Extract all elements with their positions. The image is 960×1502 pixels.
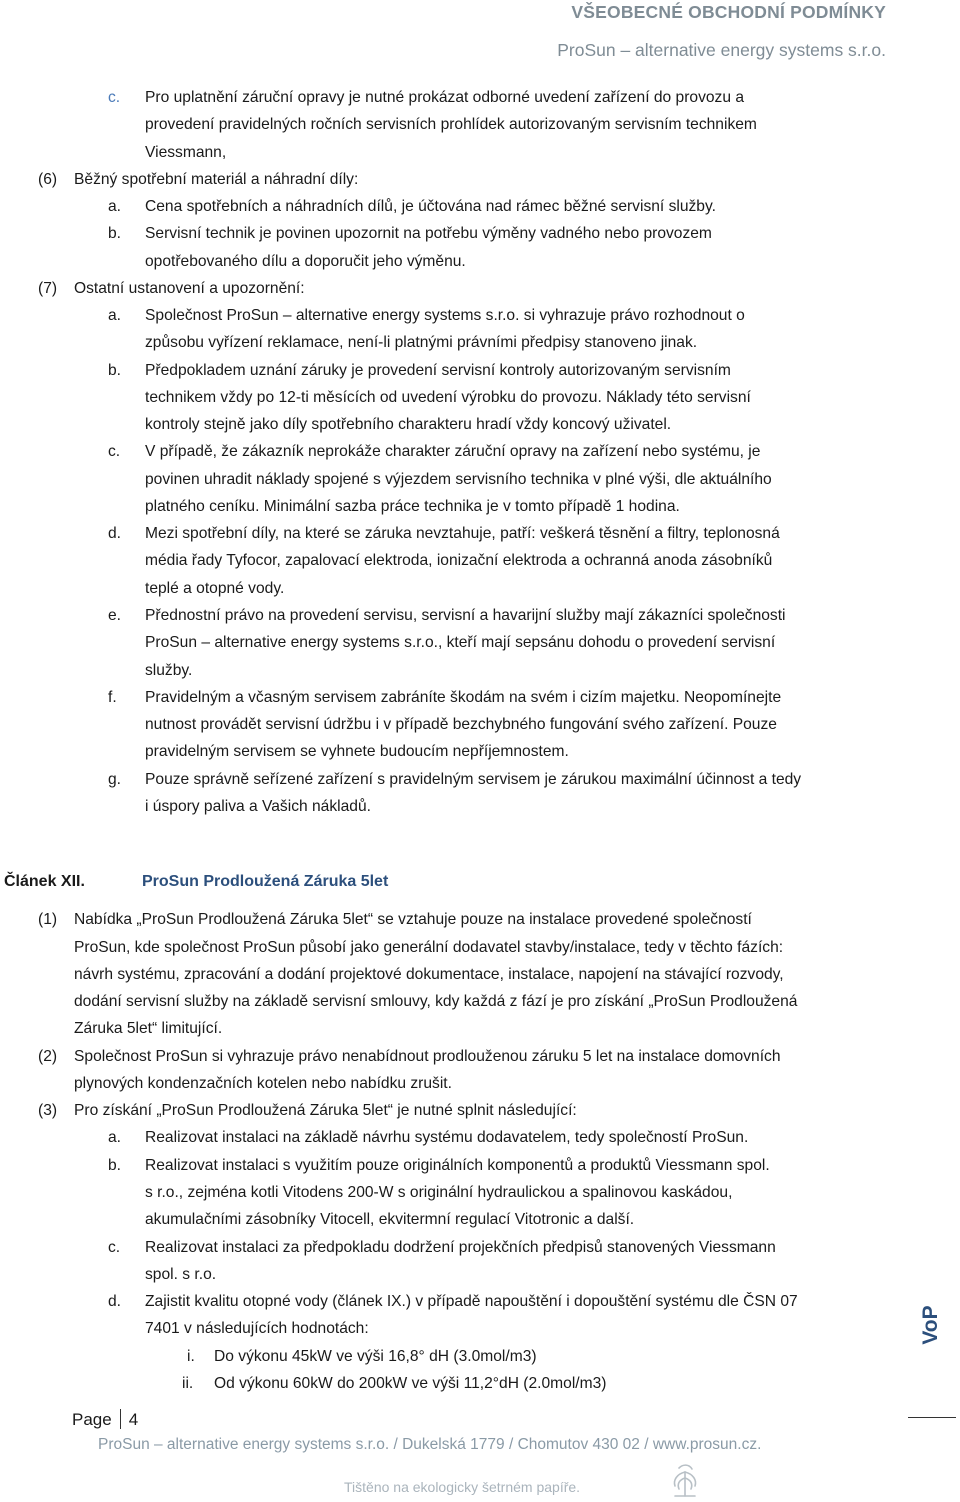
article-number: Článek XII. [4,873,85,890]
paragraph-number: (6) [38,171,58,188]
item-label: c. [108,89,121,106]
text-line: Pravidelným a včasným servisem zabráníte škodám na svém i cizím majetku. Neopomínejte [145,689,782,706]
item-label: a. [108,1129,122,1146]
subitem-label: ii. [182,1375,194,1392]
item-label: g. [108,771,122,788]
text-line: Cena spotřebních a náhradních dílů, je účtována nad rámec běžné servisní služby. [145,198,716,215]
text-line: i úspory paliva a Vašich nákladů. [145,798,371,815]
side-mark-text: VoP [919,1305,942,1345]
text-line: média řady Tyfocor, zapalovací elektroda, ionizační elektroda a ochranná anoda zásobníků [145,552,773,569]
text-line: Realizovat instalaci s využitím pouze originálních komponentů a produktů Viessmann spol. [145,1157,770,1174]
item-label: d. [108,525,122,542]
text-line: Zajistit kvalitu otopné vody (článek IX.) v případě napouštění i dopouštění systému dle ČSN 07 [145,1293,798,1310]
item-label: b. [108,225,122,242]
item-label: c. [108,1239,121,1256]
side-mark [906,1300,956,1350]
company-name: ProSun – alternative energy systems s.r.o. [557,40,886,60]
item-label: a. [108,307,122,324]
page-value: 4 [128,1410,139,1429]
text-line: opotřebovaného dílu a doporučit jeho výměnu. [145,253,466,270]
item-label: b. [108,362,122,379]
text-line: Běžný spotřební materiál a náhradní díly: [74,171,359,188]
text-line: spol. s r.o. [145,1266,217,1283]
text-line: Servisní technik je povinen upozornit na potřebu výměny vadného nebo provozem [145,225,712,242]
text-line: V případě, že zákazník neprokáže charakter záruční opravy na zařízení nebo systému, je [145,443,761,460]
text-line: Pro získání „ProSun Prodloužená Záruka 5let“ je nutné splnit následující: [74,1102,577,1119]
text-line: platného ceníku. Minimální sazba práce technika je v tomto případě 1 hodina. [145,498,680,515]
item-label: b. [108,1157,122,1174]
text-line: teplé a otopné vody. [145,580,285,597]
text-line: Pro uplatnění záruční opravy je nutné prokázat odborné uvedení zařízení do provozu a [145,89,745,106]
item-label: f. [108,689,117,706]
text-line: nutnost provádět servisní údržbu i v případě bezchybného fungování svého zařízení. Pouze [145,716,777,733]
text-line: Předpokladem uznání záruky je provedení servisní kontroly autorizovaným servisním [145,362,731,379]
text-line: 7401 v následujících hodnotách: [145,1320,369,1337]
item-label: c. [108,443,121,460]
text-line: povinen uhradit náklady spojené s výjezdem servisního technika v plné výši, dle aktuálního [145,471,772,488]
article-title: ProSun Prodloužená Záruka 5let [142,873,389,890]
text-line: provedení pravidelných ročních servisních prohlídek autorizovaným servisním technikem [145,116,757,133]
item-label: e. [108,607,122,624]
text-line: Realizovat instalaci za předpokladu dodržení projekčních předpisů stanovených Viessmann [145,1239,776,1256]
text-line: Od výkonu 60kW do 200kW ve výši 11,2°dH (2.0mol/m3) [214,1375,607,1392]
text-line: Nabídka „ProSun Prodloužená Záruka 5let“ se vztahuje pouze na instalace provedené společností [74,911,752,928]
footer-address: ProSun – alternative energy systems s.r.o. / Dukelská 1779 / Chomutov 430 02 / www.prosun.cz. [98,1436,762,1453]
item-label: a. [108,198,122,215]
text-line: pravidelným servisem se vyhnete budoucím nepříjemnostem. [145,743,569,760]
text-line: akumulačními zásobníky Vitocell, ekvitermní regulací Vitotronic a další. [145,1211,635,1228]
text-line: ProSun, kde společnost ProSun působí jako generální dodavatel stavby/instalace, tedy v těchto fázích: [74,939,784,956]
document-title: VŠEOBECNÉ OBCHODNÍ PODMÍNKY [571,2,886,22]
text-line: s r.o., zejména kotli Vitodens 200-W s originální hydraulickou a spalinovou kaskádou, [145,1184,733,1201]
fsc-tree-icon [665,1458,705,1502]
page-number [72,1409,138,1430]
paragraph-number: (1) [38,911,58,928]
text-line: Společnost ProSun si vyhrazuje právo nenabídnout prodlouženou záruku 5 let na instalace domovních [74,1048,781,1065]
text-line: služby. [145,662,193,679]
text-line: Přednostní právo na provedení servisu, servisní a havarijní služby mají zákazníci společnosti [145,607,786,624]
paragraph-number: (2) [38,1048,58,1065]
text-line: Realizovat instalaci na základě návrhu systému dodavatelem, tedy společností ProSun. [145,1129,749,1146]
paragraph-number: (3) [38,1102,58,1119]
text-line: způsobu vyřízení reklamace, není-li platnými právními předpisy stanoveno jinak. [145,334,698,351]
text-line: kontroly stejně jako díly spotřebního charakteru hradí vždy koncový uživatel. [145,416,672,433]
text-line: Viessmann, [145,144,227,161]
page-separator [120,1409,121,1429]
eco-note: Tištěno na ekologicky šetrném papíře. [344,1479,581,1495]
text-line: ProSun – alternative energy systems s.r.o., kteří mají sepsánu dohodu o provedení servisní [145,634,776,651]
text-line: Ostatní ustanovení a upozornění: [74,280,305,297]
text-line: Společnost ProSun – alternative energy systems s.r.o. si vyhrazuje právo rozhodnout o [145,307,745,324]
page-word: Page [72,1410,112,1429]
text-line: Do výkonu 45kW ve výši 16,8° dH (3.0mol/m3) [214,1348,537,1365]
item-label: d. [108,1293,122,1310]
text-line: Mezi spotřební díly, na které se záruka nevztahuje, patří: veškerá těsnění a filtry, teplonosná [145,525,780,542]
paragraph-number: (7) [38,280,58,297]
divider [908,1417,956,1418]
text-line: plynových kondenzačních kotelen nebo nabídku zrušit. [74,1075,452,1092]
text-line: Pouze správně seřízené zařízení s pravidelným servisem je zárukou maximální účinnost a tedy [145,771,802,788]
text-line: Záruka 5let“ limitující. [74,1020,223,1037]
subitem-label: i. [187,1348,195,1365]
text-line: návrh systému, zpracování a dodání projektové dokumentace, instalace, napojení na stávající rozvody, [74,966,784,983]
text-line: technikem vždy po 12-ti měsících od uvedení výrobku do provozu. Náklady této servisní [145,389,751,406]
text-line: dodání servisní služby na základě servisní smlouvy, kdy každá z fází je pro získání „ProSun Prodloužená [74,993,798,1010]
